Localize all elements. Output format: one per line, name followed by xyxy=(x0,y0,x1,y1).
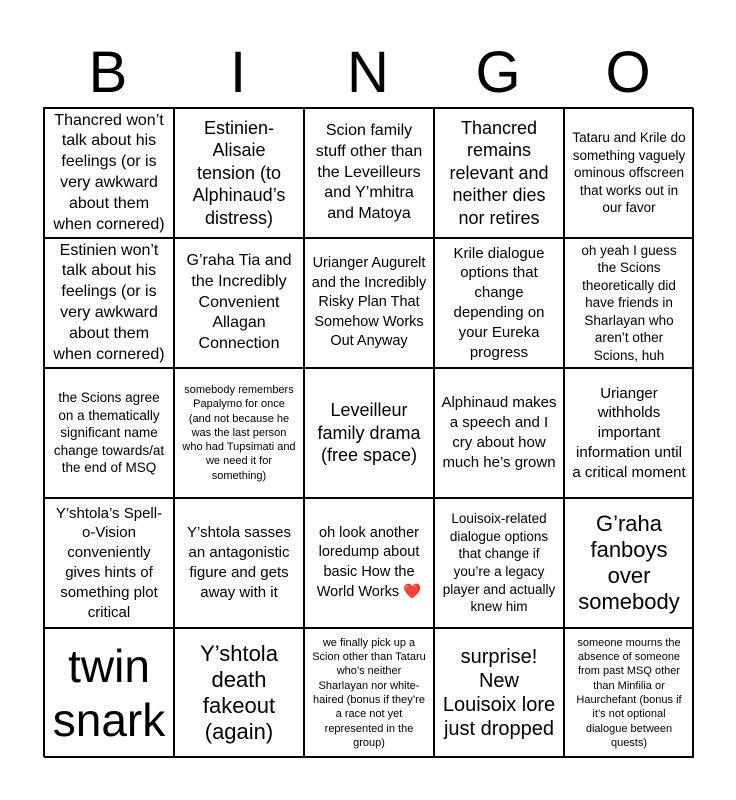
bingo-cell[interactable]: Estinien-Alisaie tension (to Alphinaud’s distress) xyxy=(174,108,304,238)
bingo-cell free-space[interactable]: Leveilleur family drama (free space) xyxy=(304,368,434,498)
bingo-cell[interactable]: Louisoix-related dialogue options that change if you’re a legacy player and actually knew him xyxy=(434,498,564,628)
bingo-cell[interactable]: Y’shtola death fakeout (again) xyxy=(174,628,304,758)
bingo-cell[interactable]: Thancred won’t talk about his feelings (or is very awkward about them when cornered) xyxy=(44,108,174,238)
header-letter-i: I xyxy=(229,40,247,105)
bingo-cell[interactable]: Krile dialogue options that change depending on your Eureka progress xyxy=(434,238,564,368)
bingo-cell[interactable]: we finally pick up a Scion other than Tataru who’s neither Sharlayan nor white-haired (bonus if they’re a race not yet represented in the group) xyxy=(304,628,434,758)
bingo-cell[interactable]: Y’shtola’s Spell-o-Vision conveniently gives hints of something plot critical xyxy=(44,498,174,628)
header-letter-g: G xyxy=(475,40,521,105)
bingo-cell[interactable]: oh yeah I guess the Scions theoretically did have friends in Sharlayan who aren’t other Scions, huh xyxy=(564,238,694,368)
bingo-cell[interactable]: someone mourns the absence of someone from past MSQ other than Minfilia or Haurchefant (bonus if it’s not optional dialogue between quests) xyxy=(564,628,694,758)
bingo-cell[interactable]: oh look another loredump about basic How the World Works ❤️ xyxy=(304,498,434,628)
bingo-cell[interactable]: G’raha fanboys over somebody xyxy=(564,498,694,628)
bingo-cell[interactable]: Alphinaud makes a speech and I cry about how much he’s grown xyxy=(434,368,564,498)
header-letter-n: N xyxy=(347,40,389,105)
bingo-cell[interactable]: Y’shtola sasses an antagonistic figure and gets away with it xyxy=(174,498,304,628)
header-letter-o: O xyxy=(605,40,651,105)
bingo-cell[interactable]: Tataru and Krile do something vaguely ominous offscreen that works out in our favor xyxy=(564,108,694,238)
bingo-cell[interactable]: Urianger Augurelt and the Incredibly Risky Plan That Somehow Works Out Anyway xyxy=(304,238,434,368)
bingo-cell[interactable]: twin snark xyxy=(44,628,174,758)
bingo-cell[interactable]: Estinien won’t talk about his feelings (or is very awkward about them when cornered) xyxy=(44,238,174,368)
bingo-cell[interactable]: the Scions agree on a thematically significant name change towards/at the end of MSQ xyxy=(44,368,174,498)
bingo-cell[interactable]: Thancred remains relevant and neither dies nor retires xyxy=(434,108,564,238)
bingo-board xyxy=(43,107,693,757)
bingo-cell[interactable]: Scion family stuff other than the Leveilleurs and Y’mhitra and Matoya xyxy=(304,108,434,238)
bingo-cell[interactable]: Urianger withholds important information until a critical moment xyxy=(564,368,694,498)
bingo-cell[interactable]: somebody remembers Papalymo for once (and not because he was the last person who had Tupsimati and we need it for something) xyxy=(174,368,304,498)
bingo-header xyxy=(43,40,693,106)
bingo-cell[interactable]: surprise! New Louisoix lore just dropped xyxy=(434,628,564,758)
bingo-cell[interactable]: G’raha Tia and the Incredibly Convenient Allagan Connection xyxy=(174,238,304,368)
header-letter-b: B xyxy=(88,40,128,105)
